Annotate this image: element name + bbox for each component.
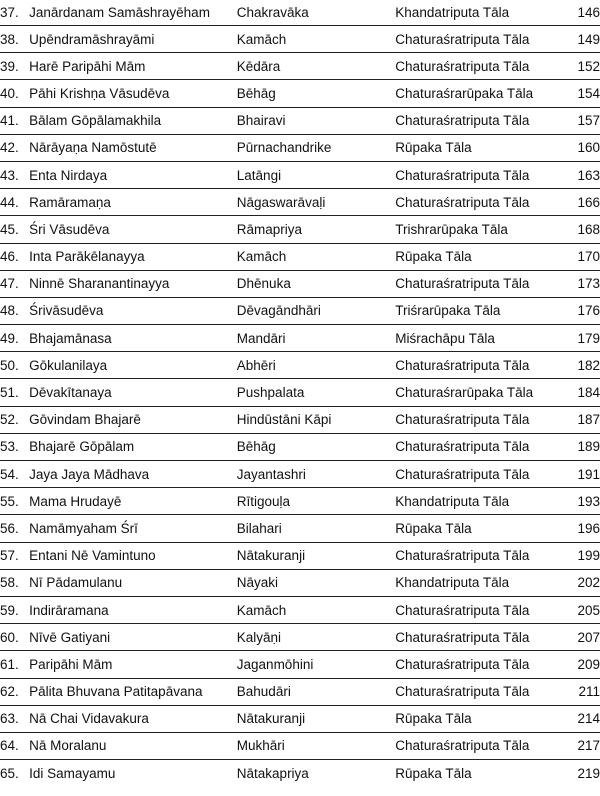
table-row [0,189,600,216]
page-number: 193 [552,488,600,515]
raga-name: Bēhāg [237,433,396,460]
raga-name: Rāmapriya [237,216,396,243]
table-row [0,0,600,26]
page-number: 184 [552,379,600,406]
page-number: 219 [577,765,600,781]
page-number: 187 [552,406,600,433]
song-title: Nā Moralanu [29,732,237,759]
raga-name: Pushpalata [237,379,396,406]
raga-name: Kēdāra [237,53,396,80]
raga-name: Bilahari [237,515,396,542]
song-title: Upēndramāshrayāmi [29,26,237,53]
page-number: 205 [552,596,600,623]
raga-name: Bhairavi [237,107,396,134]
table-row [0,406,600,433]
tala-name: Chaturaśratriputa Tāla [395,107,552,134]
page-number: 170 [552,243,600,270]
raga-name: Nātakapriya [236,765,309,781]
song-number: 51. [0,379,29,406]
song-title: Ramāramaṇa [29,189,237,216]
song-title: Dēvakītanaya [29,379,237,406]
tala-name: Chaturaśratriputa Tāla [395,678,552,705]
tala-name: Chaturaśrarūpaka Tāla [395,379,552,406]
raga-name: Kamāch [237,243,396,270]
song-number: 61. [0,651,29,678]
table-row [0,569,600,596]
song-title: Ninnē Sharanantinayya [29,270,237,297]
table-row [0,352,600,379]
table-row [0,134,600,161]
table-row [0,732,600,759]
tala-name: Rūpaka Tāla [395,515,552,542]
song-title: Indirāramana [29,596,237,623]
page-number: 196 [552,515,600,542]
raga-name: Nāyaki [237,569,396,596]
song-number: 53. [0,433,29,460]
song-number: 44. [0,189,29,216]
table-row [0,651,600,678]
table-row [0,705,600,732]
song-title: Harē Paripāhi Mām [29,53,237,80]
raga-name: Mukhāri [237,732,396,759]
page-number: 157 [552,107,600,134]
song-title: Bālam Gōpālamakhila [29,107,237,134]
song-title: Bhajamānasa [29,325,237,352]
table-row [0,515,600,542]
song-number: 56. [0,515,29,542]
song-title: Bhajarē Gōpālam [29,433,237,460]
tala-name: Chaturaśratriputa Tāla [395,596,552,623]
table-row [0,297,600,324]
raga-name: Nātakuranji [237,705,396,732]
song-title: Nīvē Gatiyani [29,624,237,651]
tala-name: Khandatriputa Tāla [395,0,552,26]
tala-name: Rūpaka Tāla [395,765,472,781]
tala-name: Chaturaśratriputa Tāla [395,53,552,80]
table-row [0,488,600,515]
song-title: Mama Hrudayē [29,488,237,515]
song-number: 39. [0,53,29,80]
page-number: 202 [552,569,600,596]
tala-name: Trishrarūpaka Tāla [395,216,552,243]
song-title: Nārāyaṇa Namōstutē [29,134,237,161]
page-number: 173 [552,270,600,297]
song-number: 49. [0,325,29,352]
raga-name: Dēvagāndhāri [237,297,396,324]
page-number: 182 [552,352,600,379]
song-number: 64. [0,732,29,759]
raga-name: Nātakuranji [237,542,396,569]
table-row [0,542,600,569]
raga-name: Dhēnuka [237,270,396,297]
song-title: Gōkulanilaya [29,352,237,379]
page-number: 214 [552,705,600,732]
page-number: 207 [552,624,600,651]
page-number: 166 [552,189,600,216]
page-number: 199 [552,542,600,569]
song-title: Nā Chai Vidavakura [29,705,237,732]
tala-name: Rūpaka Tāla [395,134,552,161]
page-number: 168 [552,216,600,243]
page-number: 163 [552,161,600,188]
song-title: Pālita Bhuvana Patitapāvana [29,678,237,705]
table-row [0,678,600,705]
song-number: 40. [0,80,29,107]
song-title: Namāmyaham Śrī [29,515,237,542]
tala-name: Chaturaśrarūpaka Tāla [395,80,552,107]
song-number: 38. [0,26,29,53]
tala-name: Chaturaśratriputa Tāla [395,433,552,460]
song-title: Enta Nirdaya [29,161,237,188]
page-number: 211 [552,678,600,705]
raga-name: Pūrnachandrike [237,134,396,161]
song-title: Śri Vāsudēva [29,216,237,243]
page-number: 176 [552,297,600,324]
table-row [0,53,600,80]
tala-name: Chaturaśratriputa Tāla [395,161,552,188]
table-row [0,80,600,107]
table-row [0,161,600,188]
tala-name: Chaturaśratriputa Tāla [395,406,552,433]
page-number: 160 [552,134,600,161]
page-number: 179 [552,325,600,352]
page-number: 154 [552,80,600,107]
table-row [0,433,600,460]
song-number: 60. [0,624,29,651]
song-number: 52. [0,406,29,433]
table-row [0,216,600,243]
table-row [0,107,600,134]
tala-name: Chaturaśratriputa Tāla [395,651,552,678]
raga-name: Bēhāg [237,80,396,107]
raga-name: Rītigouḷa [237,488,396,515]
tala-name: Rūpaka Tāla [395,705,552,732]
tala-name: Triśrarūpaka Tāla [395,297,552,324]
song-title: Pāhi Krishṇa Vāsudēva [29,80,237,107]
table-row [0,26,600,53]
raga-name: Kalyāṇi [237,624,396,651]
song-number: 59. [0,596,29,623]
raga-name: Jaganmōhini [237,651,396,678]
song-number: 54. [0,461,29,488]
song-title: Idi Samayamu [29,765,116,781]
table-row [0,379,600,406]
raga-name: Kamāch [237,596,396,623]
page-number: 146 [552,0,600,26]
tala-name: Rūpaka Tāla [395,243,552,270]
song-number: 41. [0,107,29,134]
table-row [0,760,600,787]
raga-name: Kamāch [237,26,396,53]
raga-name: Hindūstāni Kāpi [237,406,396,433]
raga-name: Jayantashri [237,461,396,488]
tala-name: Chaturaśratriputa Tāla [395,352,552,379]
song-number: 57. [0,542,29,569]
song-number: 55. [0,488,29,515]
page-number: 191 [552,461,600,488]
tala-name: Chaturaśratriputa Tāla [395,624,552,651]
song-title: Janārdanam Samāshrayēham [29,0,237,26]
table-row [0,596,600,623]
page-number: 189 [552,433,600,460]
song-number: 47. [0,270,29,297]
song-number: 43. [0,161,29,188]
raga-name: Chakravāka [237,0,396,26]
song-number: 48. [0,297,29,324]
tala-name: Khandatriputa Tāla [395,569,552,596]
tala-name: Chaturaśratriputa Tāla [395,26,552,53]
song-number: 62. [0,678,29,705]
song-number: 42. [0,134,29,161]
table-row [0,270,600,297]
table-row [0,243,600,270]
song-title: Paripāhi Mām [29,651,237,678]
song-title: Entani Nē Vamintuno [29,542,237,569]
page-number: 149 [552,26,600,53]
raga-name: Latāngi [237,161,396,188]
page-number: 152 [552,53,600,80]
song-number: 58. [0,569,29,596]
raga-name: Bahudāri [237,678,396,705]
song-number: 46. [0,243,29,270]
song-title: Nī Pādamulanu [29,569,237,596]
page-number: 209 [552,651,600,678]
raga-name: Mandāri [237,325,396,352]
table-row [0,624,600,651]
raga-name: Nāgaswarāvaḷi [237,189,396,216]
tala-name: Chaturaśratriputa Tāla [395,732,552,759]
tala-name: Khandatriputa Tāla [395,488,552,515]
song-title: Jaya Jaya Mādhava [29,461,237,488]
table-row [0,461,600,488]
song-title: Inta Parākēlanayya [29,243,237,270]
table-row [0,325,600,352]
song-number: 37. [0,0,29,26]
song-number: 50. [0,352,29,379]
tala-name: Chaturaśratriputa Tāla [395,461,552,488]
song-number: 65. [0,765,19,781]
song-title: Śrivāsudēva [29,297,237,324]
raga-name: Abhēri [237,352,396,379]
song-number: 45. [0,216,29,243]
tala-name: Chaturaśratriputa Tāla [395,270,552,297]
song-number: 63. [0,705,29,732]
song-title: Gōvindam Bhajarē [29,406,237,433]
tala-name: Miśrachāpu Tāla [395,325,552,352]
tala-name: Chaturaśratriputa Tāla [395,542,552,569]
page-number: 217 [552,732,600,759]
tala-name: Chaturaśratriputa Tāla [395,189,552,216]
